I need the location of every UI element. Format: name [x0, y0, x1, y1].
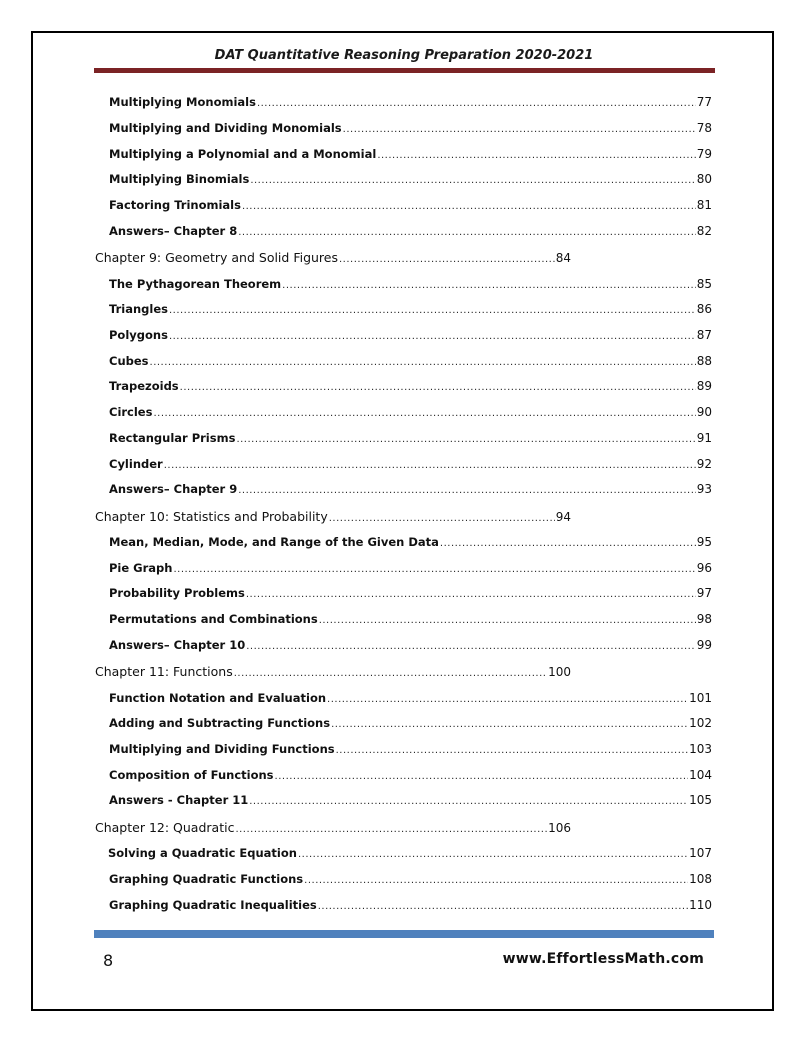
toc-entry[interactable] [109, 561, 712, 575]
toc-chapter-label: Chapter 12: Quadratic [95, 820, 235, 835]
toc-entry-page: 103 [689, 742, 712, 756]
toc-entry-page: 85 [696, 277, 712, 291]
toc-entry-label: Cubes [109, 354, 149, 368]
toc-entry[interactable] [109, 742, 712, 756]
toc-entry-page: 79 [696, 147, 712, 161]
toc-entry-page: 81 [696, 198, 712, 212]
toc-chapter[interactable] [95, 664, 571, 679]
header-rule [94, 68, 715, 73]
toc-entry-page: 105 [689, 793, 712, 807]
toc-entry-page: 107 [689, 846, 712, 860]
toc-entry-label: Multiplying and Dividing Monomials [109, 121, 342, 135]
toc-entry-label: Multiplying and Dividing Functions [109, 742, 335, 756]
toc-entry-label: Answers– Chapter 10 [109, 638, 246, 652]
toc-entry[interactable] [109, 586, 712, 600]
toc-entry-label: Answers– Chapter 9 [109, 482, 238, 496]
toc-entry[interactable] [109, 147, 712, 161]
toc-entry[interactable] [109, 379, 712, 393]
toc-entry-page: 98 [696, 612, 712, 626]
toc-entry-label: Circles [109, 405, 153, 419]
toc-entry-label: Answers - Chapter 11 [109, 793, 249, 807]
toc-entry-label: Function Notation and Evaluation [109, 691, 327, 705]
toc-entry[interactable] [108, 846, 712, 860]
toc-entry-page: 96 [696, 561, 712, 575]
toc-entry[interactable] [109, 121, 712, 135]
toc-entry[interactable] [109, 354, 712, 368]
toc-entry-label: Rectangular Prisms [109, 431, 236, 445]
footer-website[interactable]: www.EffortlessMath.com [502, 951, 704, 967]
toc-entry[interactable] [109, 224, 712, 238]
toc-entry-label: Triangles [109, 302, 168, 316]
toc-entry-page: 102 [689, 716, 712, 730]
toc-entry-page: 90 [696, 405, 712, 419]
toc-entry-page: 88 [696, 354, 712, 368]
toc-entry-label: Answers– Chapter 8 [109, 224, 238, 238]
toc-entry-page: 92 [696, 457, 712, 471]
toc-entry-page: 110 [689, 898, 712, 912]
toc-entry-page: 87 [696, 328, 712, 342]
toc-entry[interactable] [109, 482, 712, 496]
toc-entry[interactable] [109, 768, 712, 782]
toc-entry-page: 97 [696, 586, 712, 600]
toc-entry-label: Multiplying Monomials [109, 95, 256, 109]
toc-entry-page: 80 [696, 172, 712, 186]
toc-chapter[interactable] [95, 509, 571, 524]
toc-entry-label: Mean, Median, Mode, and Range of the Given Data [109, 535, 439, 549]
toc-entry[interactable] [109, 793, 712, 807]
toc-entry-label: The Pythagorean Theorem [109, 277, 282, 291]
toc-entry-label: Permutations and Combinations [109, 612, 318, 626]
toc-entry-label: Graphing Quadratic Inequalities [109, 898, 317, 912]
running-header-title: DAT Quantitative Reasoning Preparation 2020-2021 [214, 48, 594, 63]
toc-entry-page: 89 [696, 379, 712, 393]
toc-entry-page: 104 [689, 768, 712, 782]
toc-chapter-label: Chapter 9: Geometry and Solid Figures [95, 250, 338, 265]
toc-entry-label: Probability Problems [109, 586, 245, 600]
toc-chapter-page: 94 [555, 510, 571, 524]
toc-entry[interactable] [109, 638, 712, 652]
toc-chapter[interactable] [95, 820, 571, 835]
toc-entry-label: Factoring Trinomials [109, 198, 241, 212]
toc-chapter[interactable] [95, 250, 571, 265]
toc-entry-page: 99 [696, 638, 712, 652]
toc-entry-label: Cylinder [109, 457, 163, 471]
toc-entry-page: 86 [696, 302, 712, 316]
toc-entry-page: 95 [696, 535, 712, 549]
toc-entry[interactable] [109, 535, 712, 549]
toc-entry[interactable] [109, 691, 712, 705]
toc-entry[interactable] [109, 172, 712, 186]
toc-chapter-page: 84 [555, 251, 571, 265]
toc-entry-page: 77 [696, 95, 712, 109]
toc-entry-page: 82 [696, 224, 712, 238]
toc-entry[interactable] [109, 898, 712, 912]
toc-entry-page: 101 [689, 691, 712, 705]
toc-entry[interactable] [109, 405, 712, 419]
toc-entry-label: Graphing Quadratic Functions [109, 872, 304, 886]
toc-entry-label: Multiplying a Polynomial and a Monomial [109, 147, 377, 161]
toc-entry-label: Composition of Functions [109, 768, 274, 782]
toc-chapter-label: Chapter 11: Functions [95, 664, 233, 679]
toc-entry-label: Adding and Subtracting Functions [109, 716, 331, 730]
toc-entry-label: Solving a Quadratic Equation [108, 846, 297, 860]
toc-entry-label: Pie Graph [109, 561, 173, 575]
toc-entry[interactable] [109, 328, 712, 342]
toc-entry[interactable] [109, 302, 712, 316]
footer-rule [94, 930, 714, 938]
toc-entry-page: 78 [696, 121, 712, 135]
toc-entry[interactable] [109, 95, 712, 109]
toc-entry-label: Polygons [109, 328, 168, 342]
footer-page-number: 8 [103, 951, 114, 970]
toc-entry-page: 108 [689, 872, 712, 886]
toc-chapter-page: 106 [548, 821, 571, 835]
toc-entry[interactable] [109, 277, 712, 291]
toc-entry-page: 93 [696, 482, 712, 496]
toc-entry[interactable] [109, 457, 712, 471]
toc-entry[interactable] [109, 872, 712, 886]
toc-entry-page: 91 [696, 431, 712, 445]
toc-entry-label: Multiplying Binomials [109, 172, 250, 186]
toc-chapter-label: Chapter 10: Statistics and Probability [95, 509, 328, 524]
toc-entry[interactable] [109, 716, 712, 730]
toc-entry[interactable] [109, 612, 712, 626]
toc-chapter-page: 100 [548, 665, 571, 679]
toc-entry-label: Trapezoids [109, 379, 179, 393]
toc-entry[interactable] [109, 198, 712, 212]
toc-entry[interactable] [109, 431, 712, 445]
